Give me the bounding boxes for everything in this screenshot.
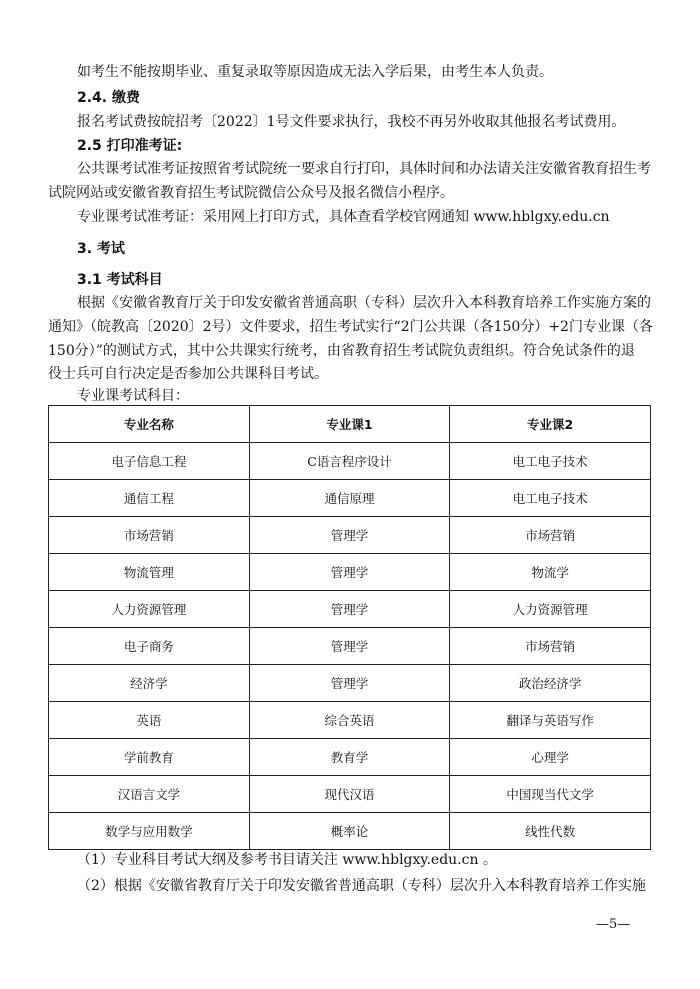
table-cell: 教育学 <box>249 739 450 776</box>
table-cell: 电子信息工程 <box>49 443 250 480</box>
heading-3-1-subjects: 3.1 考试科目 <box>77 272 163 288</box>
header-major-name: 专业名称 <box>49 406 250 443</box>
table-cell: 电工电子技术 <box>450 443 651 480</box>
table-header-row <box>49 406 651 443</box>
table-row <box>49 665 651 702</box>
table-row <box>49 813 651 850</box>
table-cell: 汉语言文学 <box>49 776 250 813</box>
table-cell: 学前教育 <box>49 739 250 776</box>
paragraph-exam-basis-line2: 通知》（皖教高〔2020〕2号）文件要求，招生考试实行“2门公共课（各150分）+2门专业课（各 <box>48 319 653 335</box>
table-cell: 人力资源管理 <box>450 591 651 628</box>
table-row <box>49 591 651 628</box>
heading-2-4-fee: 2.4. 缴费 <box>77 90 140 106</box>
table-row <box>49 517 651 554</box>
table-cell: 数学与应用数学 <box>49 813 250 850</box>
header-course-1: 专业课1 <box>249 406 450 443</box>
paragraph-exam-basis-line3: 150分）”的测试方式，其中公共课实行统考，由省教育招生考试院负责组织。符合免试条件的退 <box>48 343 635 359</box>
table-cell: 电子商务 <box>49 628 250 665</box>
paragraph-exam-basis-line4: 役士兵可自行决定是否参加公共课科目考试。 <box>48 366 328 382</box>
table-cell: 概率论 <box>249 813 450 850</box>
table-cell: 翻译与英语写作 <box>450 702 651 739</box>
table-cell: 管理学 <box>249 554 450 591</box>
table-row <box>49 628 651 665</box>
table-row <box>49 480 651 517</box>
table-row <box>49 776 651 813</box>
table-cell: 管理学 <box>249 517 450 554</box>
paragraph-fee: 报名考试费按皖招考〔2022〕1号文件要求执行，我校不再另外收取其他报名考试费用。 <box>77 114 626 130</box>
paragraph-exam-basis-line1: 根据《安徽省教育厅关于印发安徽省普通高职（专科）层次升入本科教育培养工作实施方案的 <box>77 295 651 311</box>
heading-3-exam: 3. 考试 <box>77 241 125 257</box>
major-subjects-table <box>48 405 651 850</box>
table-row <box>49 702 651 739</box>
table-cell: 市场营销 <box>450 628 651 665</box>
page-number: —5— <box>596 917 631 932</box>
table-cell: 人力资源管理 <box>49 591 250 628</box>
table-cell: 电工电子技术 <box>450 480 651 517</box>
table-cell: 心理学 <box>450 739 651 776</box>
paragraph-public-ticket-line1: 公共课考试准考证按照省考试院统一要求自行打印，具体时间和办法请关注安徽省教育招生考 <box>77 161 651 177</box>
table-cell: 市场营销 <box>450 517 651 554</box>
table-cell: 现代汉语 <box>249 776 450 813</box>
table-cell: 物流管理 <box>49 554 250 591</box>
table-row <box>49 554 651 591</box>
table-cell: 线性代数 <box>450 813 651 850</box>
heading-2-5-admission-ticket: 2.5 打印准考证: <box>77 138 183 154</box>
paragraph-public-ticket-line2: 试院网站或安徽省教育招生考试院微信公众号及报名微信小程序。 <box>48 185 454 201</box>
paragraph-graduation-note: 如考生不能按期毕业、重复录取等原因造成无法入学后果，由考生本人负责。 <box>77 64 553 80</box>
note-2-basis: （2）根据《安徽省教育厅关于印发安徽省普通高职（专科）层次升入本科教育培养工作实施 <box>77 878 646 894</box>
label-major-subjects: 专业课考试科目： <box>77 388 189 404</box>
table-cell: 管理学 <box>249 628 450 665</box>
table-row <box>49 739 651 776</box>
table-cell: 管理学 <box>249 591 450 628</box>
table-cell: 政治经济学 <box>450 665 651 702</box>
table-row <box>49 443 651 480</box>
paragraph-major-ticket: 专业课考试准考证：采用网上打印方式，具体查看学校官网通知 www.hblgxy.edu.cn <box>77 209 610 225</box>
table-cell: 物流学 <box>450 554 651 591</box>
table-cell: 综合英语 <box>249 702 450 739</box>
header-course-2: 专业课2 <box>450 406 651 443</box>
table-cell: 通信工程 <box>49 480 250 517</box>
note-1-syllabus: （1）专业科目考试大纲及参考书目请关注 www.hblgxy.edu.cn 。 <box>77 852 497 868</box>
table-cell: 管理学 <box>249 665 450 702</box>
table-cell: 经济学 <box>49 665 250 702</box>
table-cell: 市场营销 <box>49 517 250 554</box>
table-cell: 中国现当代文学 <box>450 776 651 813</box>
table-cell: C语言程序设计 <box>249 443 450 480</box>
table-cell: 通信原理 <box>249 480 450 517</box>
table-cell: 英语 <box>49 702 250 739</box>
